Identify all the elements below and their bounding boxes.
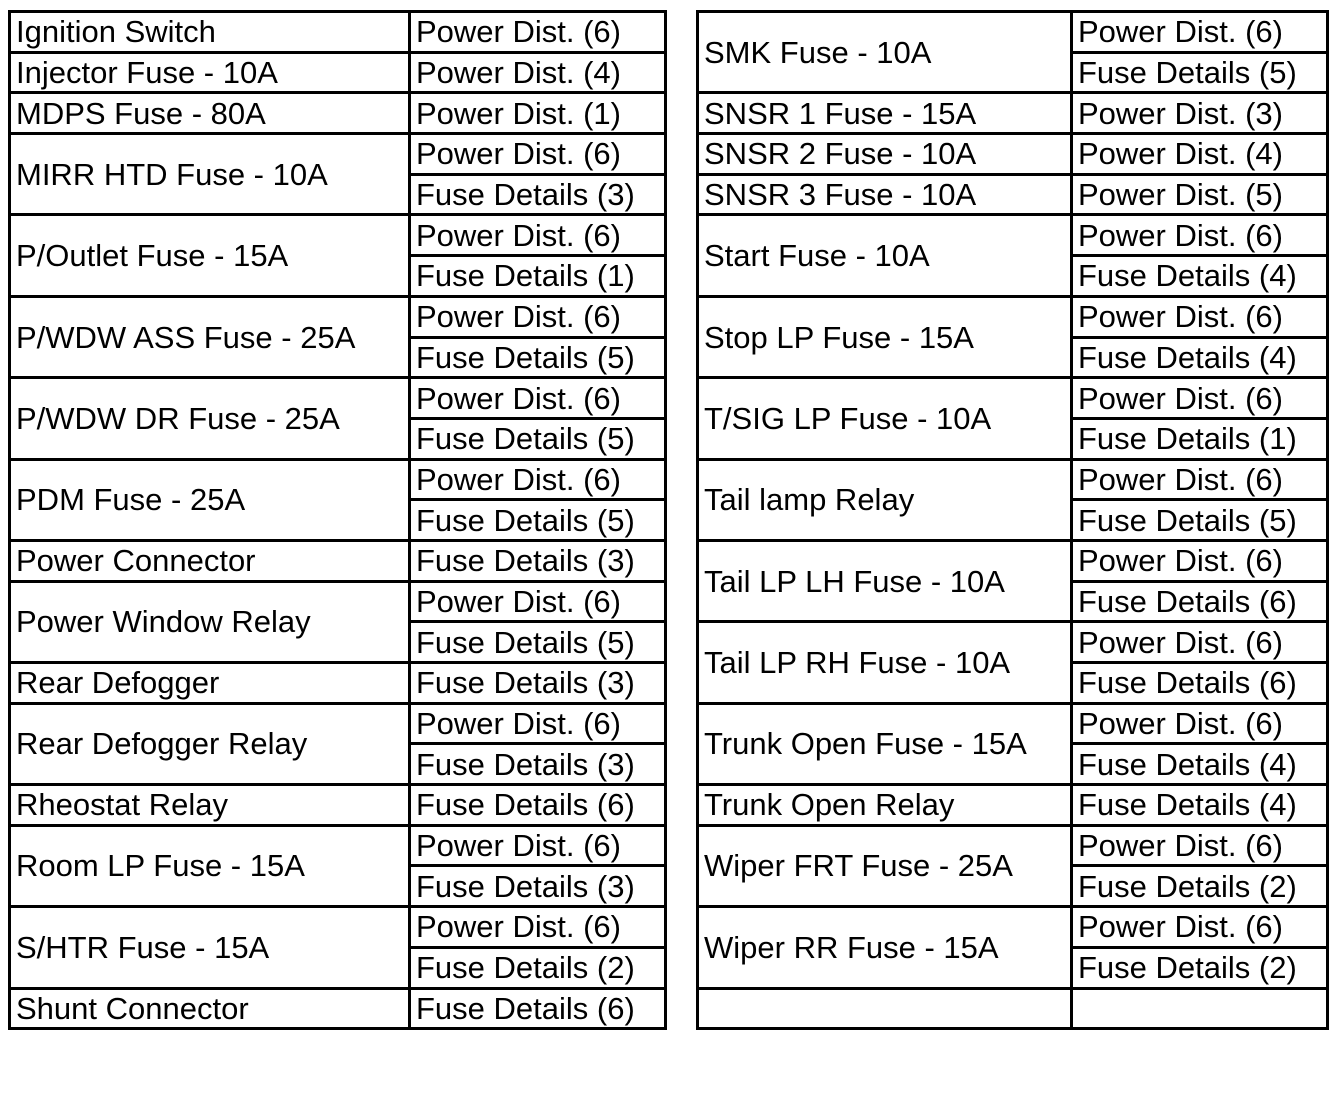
- component-name: Ignition Switch: [10, 12, 410, 53]
- reference-cell: Power Dist. (4): [410, 52, 666, 93]
- table-row: [10, 52, 666, 93]
- component-name: Tail LP RH Fuse - 10A: [698, 622, 1072, 703]
- component-name: Shunt Connector: [10, 988, 410, 1029]
- component-name: SNSR 1 Fuse - 15A: [698, 93, 1072, 134]
- right-index-table: [696, 10, 1329, 1030]
- reference-cell: Fuse Details (4): [1072, 744, 1328, 785]
- reference-cell: Fuse Details (2): [410, 947, 666, 988]
- reference-cell: Fuse Details (3): [410, 744, 666, 785]
- table-row: [698, 296, 1328, 337]
- component-name: P/Outlet Fuse - 15A: [10, 215, 410, 296]
- reference-cell: Power Dist. (6): [410, 378, 666, 419]
- table-row: [698, 174, 1328, 215]
- right-table-body: [698, 12, 1328, 1029]
- reference-cell: Power Dist. (6): [1072, 703, 1328, 744]
- reference-cell: Power Dist. (6): [1072, 378, 1328, 419]
- reference-cell: Fuse Details (3): [410, 174, 666, 215]
- table-row: [698, 459, 1328, 500]
- reference-cell: Power Dist. (1): [410, 93, 666, 134]
- reference-cell: Power Dist. (6): [410, 12, 666, 53]
- reference-cell: Power Dist. (6): [1072, 825, 1328, 866]
- component-name: Rear Defogger Relay: [10, 703, 410, 784]
- reference-cell: Fuse Details (5): [1072, 52, 1328, 93]
- component-name: MIRR HTD Fuse - 10A: [10, 134, 410, 215]
- component-name: PDM Fuse - 25A: [10, 459, 410, 540]
- table-row: [10, 988, 666, 1029]
- reference-cell: Fuse Details (5): [410, 622, 666, 663]
- reference-cell: Power Dist. (6): [410, 825, 666, 866]
- component-name: Wiper FRT Fuse - 25A: [698, 825, 1072, 906]
- table-row: [10, 12, 666, 53]
- component-name: Stop LP Fuse - 15A: [698, 296, 1072, 377]
- component-name: S/HTR Fuse - 15A: [10, 907, 410, 988]
- component-name: P/WDW DR Fuse - 25A: [10, 378, 410, 459]
- component-name: Rheostat Relay: [10, 785, 410, 826]
- table-row: [698, 12, 1328, 53]
- reference-cell: Fuse Details (6): [410, 988, 666, 1029]
- table-row: [10, 907, 666, 948]
- reference-cell: Power Dist. (6): [410, 459, 666, 500]
- table-row: [698, 703, 1328, 744]
- table-row: [10, 785, 666, 826]
- reference-cell: Fuse Details (5): [410, 337, 666, 378]
- reference-cell: Power Dist. (6): [1072, 622, 1328, 663]
- component-name: MDPS Fuse - 80A: [10, 93, 410, 134]
- reference-cell: Power Dist. (6): [1072, 215, 1328, 256]
- left-table-body: [10, 12, 666, 1029]
- table-row: [10, 134, 666, 175]
- table-row: [698, 825, 1328, 866]
- component-name: T/SIG LP Fuse - 10A: [698, 378, 1072, 459]
- component-name: P/WDW ASS Fuse - 25A: [10, 296, 410, 377]
- reference-cell: Power Dist. (6): [1072, 459, 1328, 500]
- component-name: Wiper RR Fuse - 15A: [698, 907, 1072, 988]
- table-row: [10, 215, 666, 256]
- reference-cell: Fuse Details (4): [1072, 337, 1328, 378]
- reference-cell: Fuse Details (3): [410, 663, 666, 704]
- reference-cell: Fuse Details (3): [410, 540, 666, 581]
- table-row: [698, 378, 1328, 419]
- component-name: Power Window Relay: [10, 581, 410, 662]
- reference-cell: Power Dist. (4): [1072, 134, 1328, 175]
- reference-cell: Fuse Details (4): [1072, 256, 1328, 297]
- table-row: [10, 663, 666, 704]
- component-name: Room LP Fuse - 15A: [10, 825, 410, 906]
- reference-cell: Fuse Details (6): [1072, 663, 1328, 704]
- reference-cell: Power Dist. (6): [410, 703, 666, 744]
- empty-reference-cell: [1072, 988, 1328, 1029]
- reference-cell: Power Dist. (3): [1072, 93, 1328, 134]
- reference-cell: Power Dist. (6): [1072, 296, 1328, 337]
- table-row: [10, 581, 666, 622]
- table-row: [10, 378, 666, 419]
- reference-cell: Power Dist. (5): [1072, 174, 1328, 215]
- reference-cell: Fuse Details (2): [1072, 947, 1328, 988]
- reference-cell: Fuse Details (1): [410, 256, 666, 297]
- table-row: [10, 825, 666, 866]
- component-name: SNSR 3 Fuse - 10A: [698, 174, 1072, 215]
- reference-cell: Fuse Details (3): [410, 866, 666, 907]
- table-row: [698, 988, 1328, 1029]
- table-row: [10, 296, 666, 337]
- reference-cell: Fuse Details (2): [1072, 866, 1328, 907]
- component-name: Injector Fuse - 10A: [10, 52, 410, 93]
- reference-cell: Power Dist. (6): [410, 215, 666, 256]
- reference-cell: Fuse Details (5): [1072, 500, 1328, 541]
- table-row: [698, 785, 1328, 826]
- component-name: Tail lamp Relay: [698, 459, 1072, 540]
- reference-cell: Power Dist. (6): [410, 581, 666, 622]
- reference-cell: Power Dist. (6): [1072, 907, 1328, 948]
- reference-cell: Fuse Details (6): [410, 785, 666, 826]
- reference-cell: Fuse Details (6): [1072, 581, 1328, 622]
- reference-cell: Power Dist. (6): [410, 907, 666, 948]
- component-name: SNSR 2 Fuse - 10A: [698, 134, 1072, 175]
- table-row: [10, 540, 666, 581]
- component-name: Power Connector: [10, 540, 410, 581]
- table-row: [10, 459, 666, 500]
- component-name: Tail LP LH Fuse - 10A: [698, 540, 1072, 621]
- reference-cell: Fuse Details (5): [410, 418, 666, 459]
- component-name: Trunk Open Fuse - 15A: [698, 703, 1072, 784]
- reference-cell: Power Dist. (6): [1072, 540, 1328, 581]
- component-name: Start Fuse - 10A: [698, 215, 1072, 296]
- table-row: [698, 134, 1328, 175]
- reference-cell: Fuse Details (1): [1072, 418, 1328, 459]
- reference-cell: Power Dist. (6): [1072, 12, 1328, 53]
- empty-name-cell: [698, 988, 1072, 1029]
- table-row: [10, 703, 666, 744]
- component-name: Rear Defogger: [10, 663, 410, 704]
- table-row: [698, 215, 1328, 256]
- reference-cell: Fuse Details (5): [410, 500, 666, 541]
- reference-cell: Power Dist. (6): [410, 134, 666, 175]
- reference-cell: Power Dist. (6): [410, 296, 666, 337]
- table-row: [698, 907, 1328, 948]
- table-row: [698, 93, 1328, 134]
- column-divider: [670, 10, 696, 1080]
- component-name: SMK Fuse - 10A: [698, 12, 1072, 93]
- table-row: [698, 540, 1328, 581]
- left-index-table: [8, 10, 667, 1030]
- reference-cell: Fuse Details (4): [1072, 785, 1328, 826]
- table-row: [10, 93, 666, 134]
- component-name: Trunk Open Relay: [698, 785, 1072, 826]
- table-row: [698, 622, 1328, 663]
